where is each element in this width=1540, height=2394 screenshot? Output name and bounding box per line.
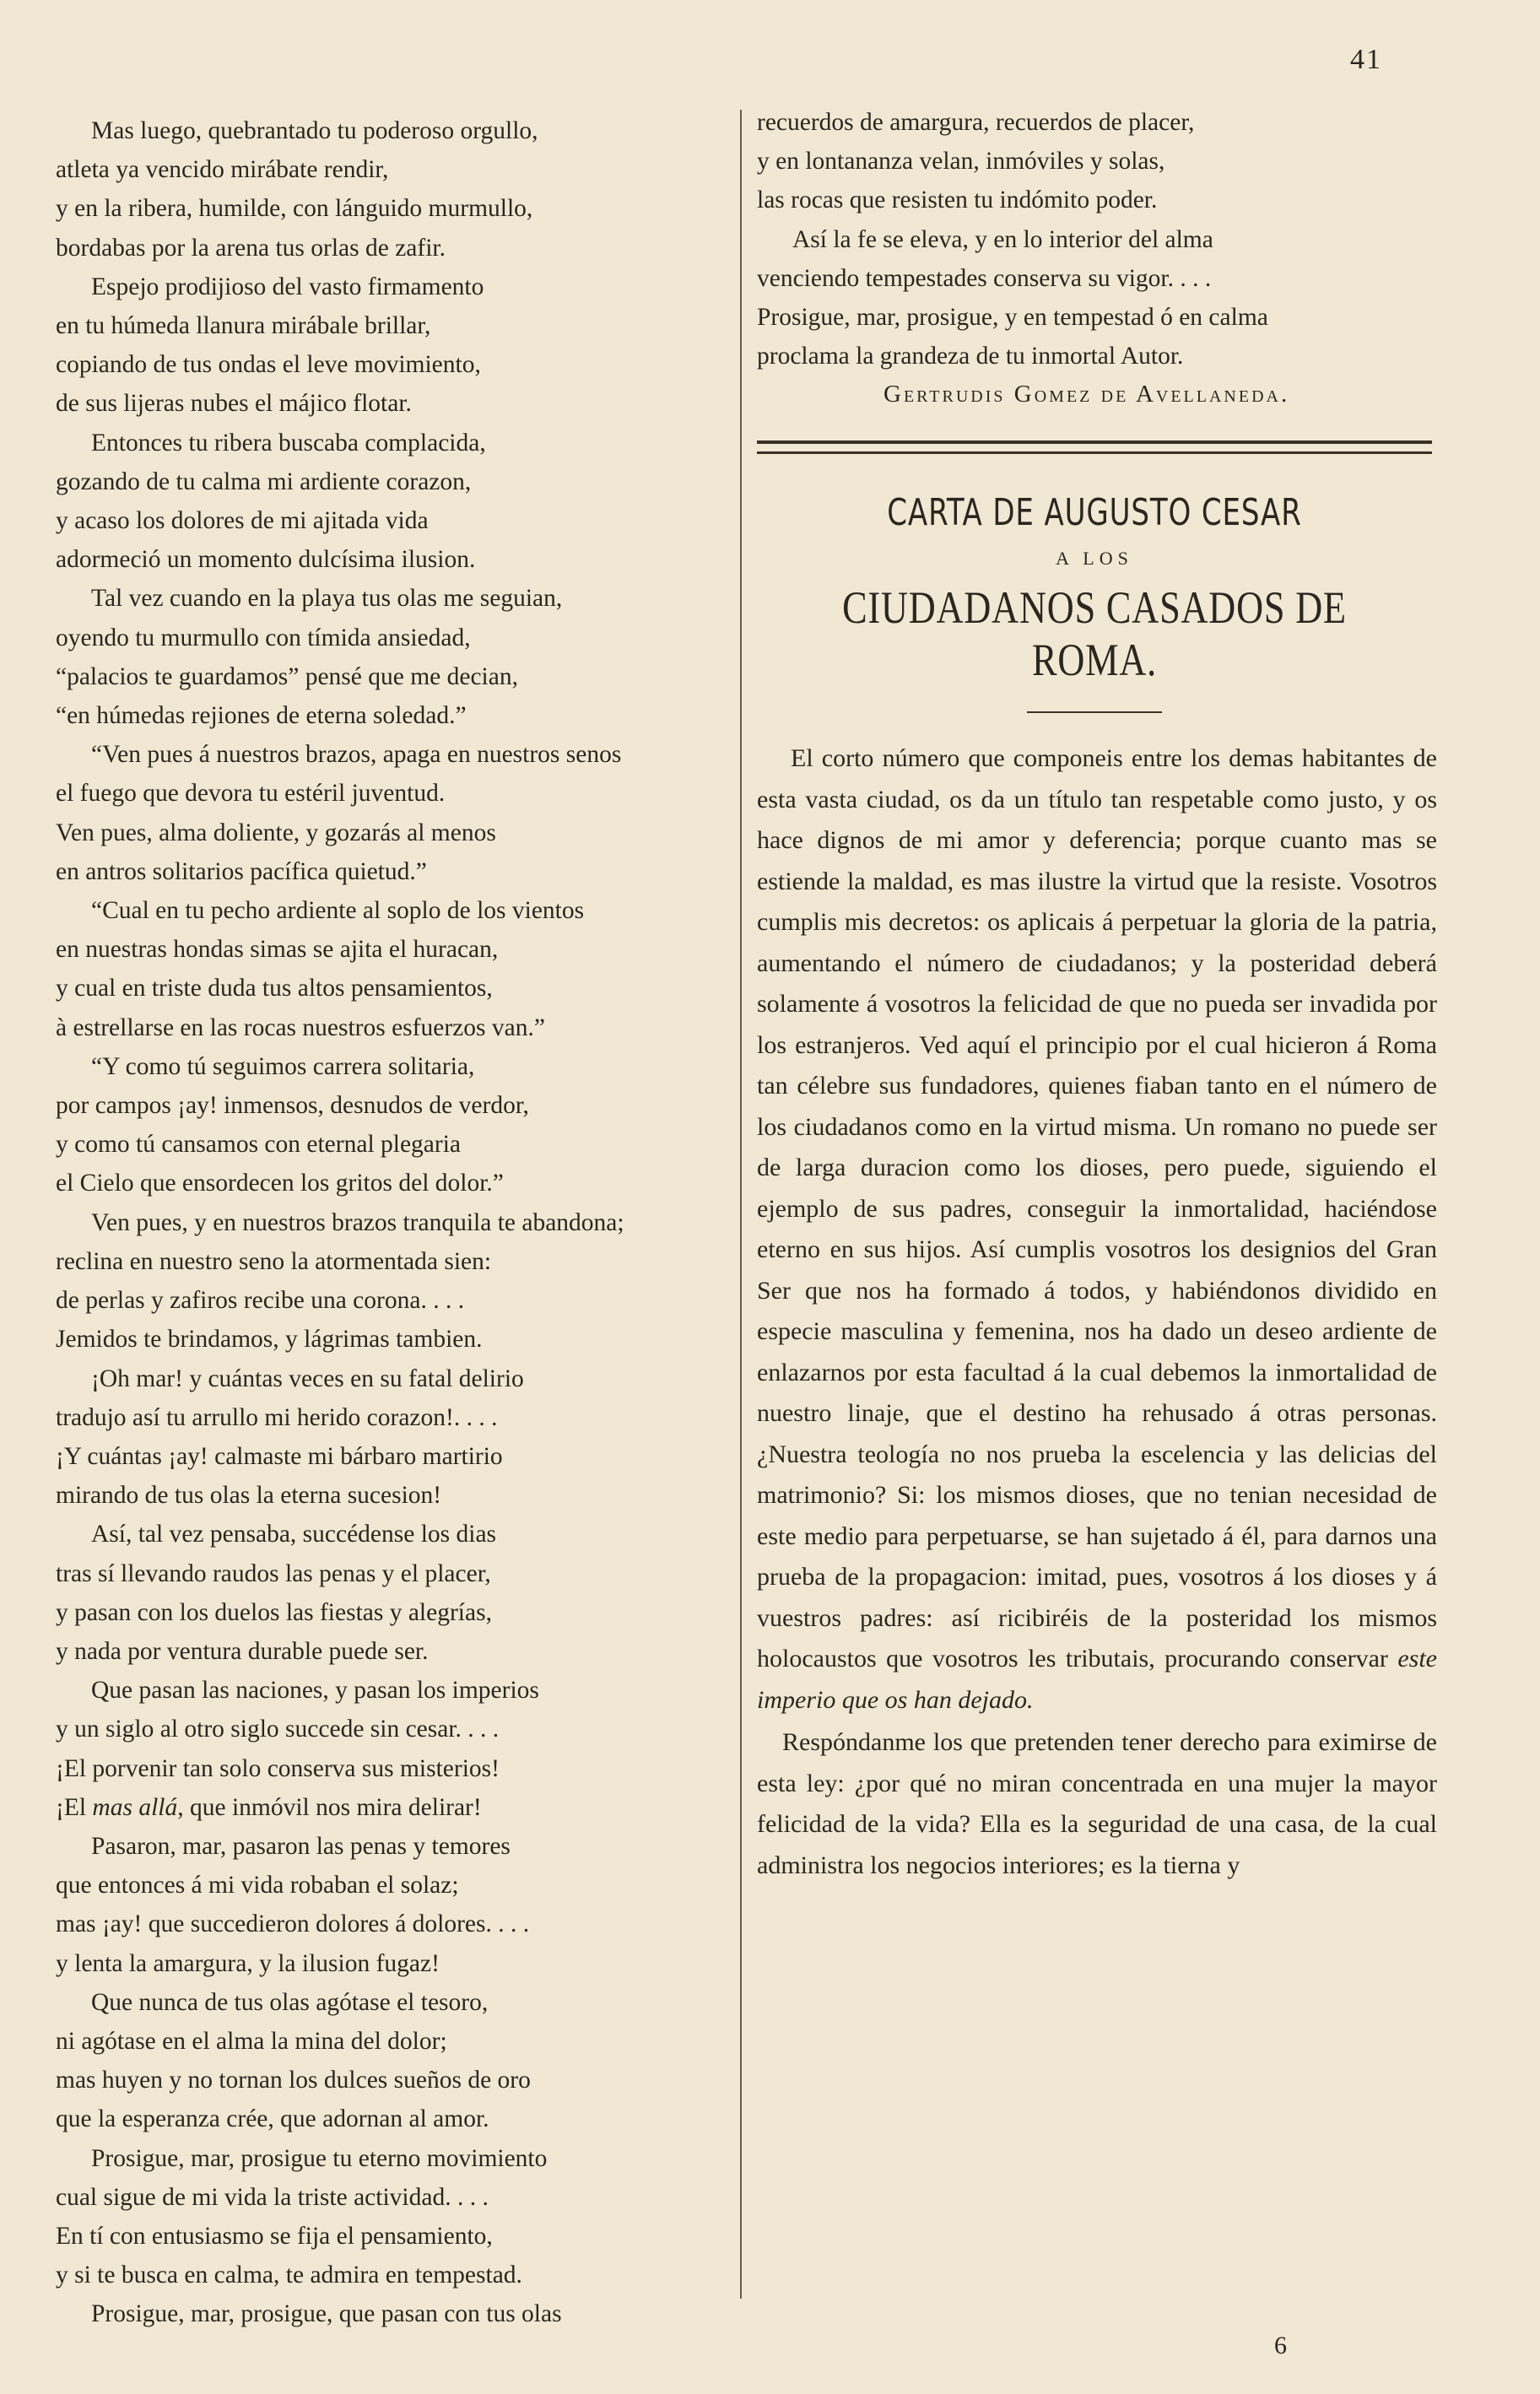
poem-line: Jemidos te brindamos, y lágrimas tambien.	[56, 1326, 483, 1354]
poem-line: Ven pues, y en nuestros brazos tranquila te abandona;	[91, 1208, 624, 1236]
poem-line: En tí con entusiasmo se fija el pensamiento,	[56, 2222, 493, 2250]
poem-line: las rocas que resisten tu indómito poder.	[757, 186, 1158, 214]
poem-line: Así la fe se eleva, y en lo interior del alma	[792, 225, 1213, 253]
poem-line: y como tú cansamos con eternal plegaria	[56, 1131, 462, 1159]
poem-line: gozando de tu calma mi ardiente corazon,	[56, 467, 472, 495]
poem-line: reclina en nuestro seno la atormentada sien:	[56, 1247, 492, 1275]
poem-line: que entonces á mi vida robaban el solaz;	[56, 1872, 459, 1900]
article-paragraph	[757, 738, 1437, 1721]
poem-line-text: , que inmóvil nos mira delirar!	[177, 1793, 482, 1821]
poem-line: tradujo así tu arrullo mi herido corazon!. . . .	[56, 1403, 498, 1431]
article-paragraph-italic: este imperio que os han dejado.	[757, 1645, 1437, 1714]
poem-line: “en húmedas rejiones de eterna soledad.”	[56, 702, 467, 730]
section-divider	[757, 440, 1432, 454]
poem-line: Pasaron, mar, pasaron las penas y temores	[91, 1832, 511, 1860]
poem-line: “Cual en tu pecho ardiente al soplo de los vientos	[91, 897, 585, 925]
poem-line: que la esperanza crée, que adornan al amor.	[56, 2105, 489, 2133]
poem-line: ni agótase en el alma la mina del dolor;	[56, 2027, 447, 2055]
poem-line: ¡Oh mar! y cuántas veces en su fatal delirio	[91, 1365, 524, 1392]
poem-line: por campos ¡ay! inmensos, desnudos de verdor,	[56, 1092, 529, 1120]
poem-line: y si te busca en calma, te admira en tempestad.	[56, 2262, 522, 2289]
poem-line: y lenta la amargura, y la ilusion fugaz!	[56, 1949, 440, 1977]
poem-line-text: ¡El	[56, 1793, 93, 1821]
poem-line: proclama la grandeza de tu inmortal Autor.	[757, 343, 1184, 370]
poem-line: el Cielo que ensordecen los gritos del dolor.”	[56, 1170, 504, 1197]
poem-line: y un siglo al otro siglo succede sin cesar. . . .	[56, 1716, 500, 1743]
poem-line: oyendo tu murmullo con tímida ansiedad,	[56, 624, 471, 651]
poem-line: y cual en triste duda tus altos pensamientos,	[56, 975, 493, 1002]
footer-signature-mark: 6	[1274, 2332, 1287, 2359]
poem-line: en antros solitarios pacífica quietud.”	[56, 857, 427, 885]
column-divider	[740, 110, 742, 2299]
poem-line: atleta ya vencido mirábate rendir,	[56, 156, 389, 184]
poem-line: Que nunca de tus olas agótase el tesoro,	[91, 1988, 489, 2016]
poem-line: el fuego que devora tu estéril juventud.	[56, 780, 446, 808]
article-subtitle: CIUDADANOS CASADOS DE ROMA.	[842, 582, 1347, 686]
article-title: CARTA DE AUGUSTO CESAR	[887, 491, 1302, 535]
poem-line: mas ¡ay! que succedieron dolores á dolores. . . .	[56, 1910, 530, 1938]
poem-line: cual sigue de mi vida la triste actividad. . . .	[56, 2183, 489, 2211]
title-underline	[1027, 711, 1162, 713]
poem-line: “Ven pues á nuestros brazos, apaga en nuestros senos	[91, 741, 622, 769]
poem-line-italic: mas allá	[92, 1793, 178, 1821]
poem-line: y pasan con los duelos las fiestas y alegrías,	[56, 1598, 492, 1626]
poem-line: en nuestras hondas simas se ajita el huracan,	[56, 936, 499, 964]
article-paragraph-text: El corto número que componeis entre los demas habitantes de esta vasta ciudad, os da un título tan respetable como justo, y os hace dignos de mi amor y deferencia; porque cuanto mas se estiende la maldad, es mas ilustre la virtud que la resiste. Vosotros cumplis mis decretos: os aplicais á perpetuar la gloria de la patria, aumentando el número de ciudadanos; y la posteridad deberá solamente á vosotros la felicidad de que no pueda ser invadida por los estranjeros. Ved aquí el principio por el cual hicieron á Roma tan célebre sus fundadores, quienes fiaban tanto en el número de los ciudadanos como en la virtud misma. Un romano no puede ser de larga duracion como los dioses, pero puede, siguiendo el ejemplo de sus padres, conseguir la inmortalidad, haciéndose eterno en sus hijos. Así cumplis vosotros los designios del Gran Ser que nos ha formado á todos, y habiéndonos dividido en especie masculina y femenina, nos ha dado un deseo ardiente de enlazarnos por esta facultad á la cual debemos la inmortalidad de nuestro linaje, que el destino ha rehusado á otras personas. ¿Nuestra teología no nos prueba la escelencia y las delicias del matrimonio? Si: los mismos dioses, que no tenian necesidad de este medio para perpetuarse, se han sujetado á él, para darnos una prueba de la propagacion: imitad, pues, vosotros á los dioses y á vuestros padres: así ricibiréis de la posteridad los mismos holocaustos que vosotros les tributais, procurando conservar	[757, 744, 1437, 1673]
poem-line: mirando de tus olas la eterna sucesion!	[56, 1482, 442, 1510]
poem-line: ¡Y cuántas ¡ay! calmaste mi bárbaro martirio	[56, 1442, 503, 1470]
poem-line: y nada por ventura durable puede ser.	[56, 1637, 429, 1665]
poem-line: de perlas y zafiros recibe una corona. . . .	[56, 1287, 465, 1315]
poem-signature	[757, 381, 1449, 408]
poem-line: y en la ribera, humilde, con lánguido murmullo,	[56, 195, 533, 223]
poem-line: y acaso los dolores de mi ajitada vida	[56, 507, 429, 535]
poem-line: en tu húmeda llanura mirábale brillar,	[56, 312, 431, 340]
poem-line: “Y como tú seguimos carrera solitaria,	[91, 1052, 475, 1080]
poem-line: Que pasan las naciones, y pasan los imperios	[91, 1677, 539, 1705]
poem-line	[56, 1788, 748, 1827]
poem-line: bordabas por la arena tus orlas de zafir.	[56, 234, 446, 262]
page-number: 41	[1350, 44, 1382, 75]
poem-line: Prosigue, mar, prosigue, y en tempestad ó en calma	[757, 304, 1268, 332]
poem-line: Entonces tu ribera buscaba complacida,	[91, 429, 486, 457]
poem-line: recuerdos de amargura, recuerdos de placer,	[757, 109, 1195, 136]
poem-line: ¡El porvenir tan solo conserva sus misterios!	[56, 1754, 500, 1782]
poem-continuation	[757, 103, 1449, 376]
poem-line: Tal vez cuando en la playa tus olas me seguian,	[91, 585, 563, 613]
poem-line: copiando de tus ondas el leve movimiento,	[56, 351, 481, 379]
poem-line: Mas luego, quebrantado tu poderoso orgullo,	[91, 117, 538, 144]
poem-line: Espejo prodijioso del vasto firmamento	[91, 273, 484, 300]
article-body	[757, 738, 1437, 1886]
poem-line: adormeció un momento dulcísima ilusion.	[56, 546, 476, 574]
poem-line: Ven pues, alma doliente, y gozarás al menos	[56, 819, 496, 846]
article-title-connector: A LOS	[1056, 548, 1133, 570]
column-left	[56, 111, 748, 2334]
poem-line: mas huyen y no tornan los dulces sueños de oro	[56, 2067, 531, 2094]
signature-text: Gertrudis Gomez de Avellaneda.	[883, 381, 1290, 408]
poem-line: à estrellarse en las rocas nuestros esfuerzos van.”	[56, 1013, 545, 1041]
poem-line: “palacios te guardamos” pensé que me decian,	[56, 662, 518, 690]
poem-line: Prosigue, mar, prosigue, que pasan con tus olas	[91, 2300, 562, 2328]
poem-line: Así, tal vez pensaba, succédense los dias	[91, 1521, 497, 1548]
poem-line: de sus lijeras nubes el májico flotar.	[56, 390, 412, 418]
poem-line: venciendo tempestades conserva su vigor. . . .	[757, 264, 1212, 292]
article-paragraph: Respóndanme los que pretenden tener derecho para eximirse de esta ley: ¿por qué no miran concentrada en una mujer la mayor felicidad de la vida? Ella es la seguridad de una casa, de la cual administra los negocios interiores; es la tierna y	[757, 1728, 1437, 1879]
poem-line: tras sí llevando raudos las penas y el placer,	[56, 1559, 491, 1587]
column-right	[757, 103, 1449, 1886]
poem-line: y en lontananza velan, inmóviles y solas,	[757, 148, 1165, 176]
poem-line: Prosigue, mar, prosigue tu eterno movimiento	[91, 2144, 548, 2172]
